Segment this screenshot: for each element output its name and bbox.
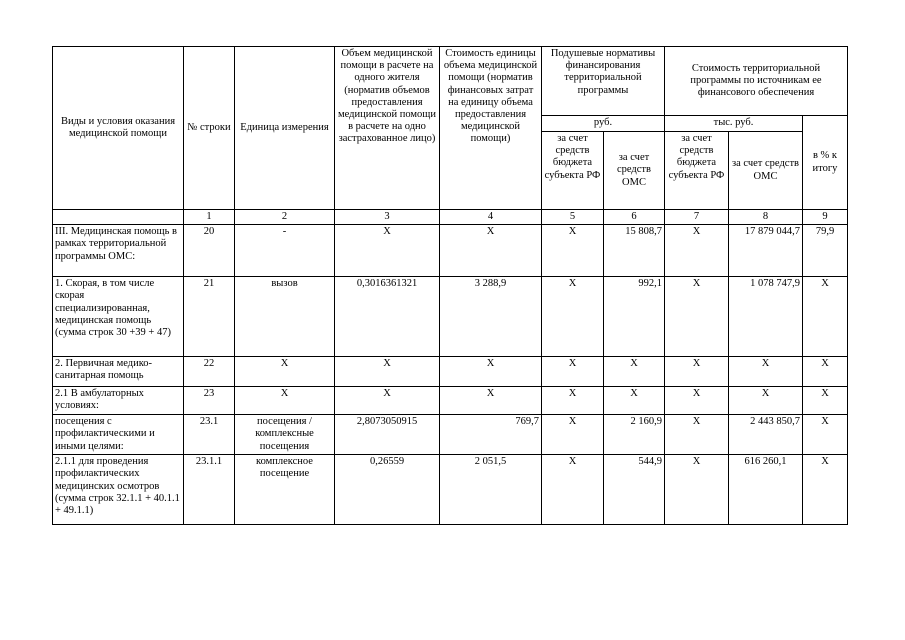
table-row <box>53 225 848 277</box>
column-number: 2 <box>235 210 335 225</box>
row-tc-budget: Х <box>665 455 729 525</box>
row-volume: 2,8073050915 <box>335 415 440 455</box>
header-unit-rub: руб. <box>542 116 665 132</box>
row-tc-oms: Х <box>729 387 803 415</box>
row-unit-cost: Х <box>440 225 542 277</box>
row-tc-oms: 616 260,1 <box>729 455 803 525</box>
row-unit: Х <box>235 357 335 387</box>
row-pc-budget: Х <box>542 225 604 277</box>
row-pc-budget: Х <box>542 455 604 525</box>
row-tc-budget: Х <box>665 357 729 387</box>
table-row <box>53 415 848 455</box>
table-header <box>53 47 848 225</box>
row-volume: 0,26559 <box>335 455 440 525</box>
column-number: 7 <box>665 210 729 225</box>
header-line-number: № строки <box>184 47 235 210</box>
row-name: 2.1.1 для проведения профилактических медицинских осмотров (сумма строк 32.1.1 + 40.1.1 + 49.1.1) <box>53 455 184 525</box>
row-percent: 79,9 <box>803 225 848 277</box>
row-tc-oms: 2 443 850,7 <box>729 415 803 455</box>
row-line-number: 23 <box>184 387 235 415</box>
column-number-row <box>53 210 848 225</box>
row-name: III. Медицинская помощь в рамках территориальной программы ОМС: <box>53 225 184 277</box>
column-number: 4 <box>440 210 542 225</box>
header-pc-oms: за счет средств ОМС <box>604 132 665 210</box>
table-body <box>53 225 848 525</box>
column-number: 8 <box>729 210 803 225</box>
row-name: 2. Первичная медико-санитарная помощь <box>53 357 184 387</box>
row-pc-budget: Х <box>542 277 604 357</box>
row-name: посещения с профилактическими и иными целями: <box>53 415 184 455</box>
column-number: 3 <box>335 210 440 225</box>
header-unit-thousand-rub: тыс. руб. <box>665 116 803 132</box>
row-pc-budget: Х <box>542 415 604 455</box>
row-pc-budget: Х <box>542 387 604 415</box>
row-volume: 0,3016361321 <box>335 277 440 357</box>
row-unit-cost: Х <box>440 387 542 415</box>
header-tc-oms: за счет средств ОМС <box>729 132 803 210</box>
row-unit-cost: 769,7 <box>440 415 542 455</box>
row-unit: посещения / комплексные посещения <box>235 415 335 455</box>
row-name: 2.1 В амбулаторных условиях: <box>53 387 184 415</box>
table-row <box>53 455 848 525</box>
row-unit: Х <box>235 387 335 415</box>
row-tc-budget: Х <box>665 225 729 277</box>
column-number: 5 <box>542 210 604 225</box>
row-volume: Х <box>335 225 440 277</box>
column-number: 9 <box>803 210 848 225</box>
row-unit-cost: 3 288,9 <box>440 277 542 357</box>
row-pc-oms: 992,1 <box>604 277 665 357</box>
row-tc-budget: Х <box>665 387 729 415</box>
row-line-number: 23.1 <box>184 415 235 455</box>
row-pc-budget: Х <box>542 357 604 387</box>
header-unit-cost: Стоимость единицы объема медицинской помощи (норматив финансовых затрат на единицу объема предоставления медицинской помощи) <box>440 47 542 210</box>
row-pc-oms: 544,9 <box>604 455 665 525</box>
header-care-type: Виды и условия оказания медицинской помощи <box>53 47 184 210</box>
row-percent: Х <box>803 387 848 415</box>
header-pc-budget: за счет средств бюджета субъекта РФ <box>542 132 604 210</box>
row-tc-budget: Х <box>665 277 729 357</box>
row-name: 1. Скорая, в том числе скорая специализированная, медицинская помощь (сумма строк 30 +39 + 47) <box>53 277 184 357</box>
table-row <box>53 357 848 387</box>
row-tc-oms: 17 879 044,7 <box>729 225 803 277</box>
row-unit-cost: Х <box>440 357 542 387</box>
row-pc-oms: 15 808,7 <box>604 225 665 277</box>
row-line-number: 22 <box>184 357 235 387</box>
column-number: 1 <box>184 210 235 225</box>
header-per-capita-group: Подушевые нормативы финансирования территориальной программы <box>542 47 665 116</box>
row-percent: Х <box>803 357 848 387</box>
row-percent: Х <box>803 455 848 525</box>
row-unit: вызов <box>235 277 335 357</box>
row-tc-oms: Х <box>729 357 803 387</box>
row-unit-cost: 2 051,5 <box>440 455 542 525</box>
row-line-number: 21 <box>184 277 235 357</box>
row-tc-oms: 1 078 747,9 <box>729 277 803 357</box>
row-pc-oms: Х <box>604 387 665 415</box>
header-tc-budget: за счет средств бюджета субъекта РФ <box>665 132 729 210</box>
header-program-cost-group: Стоимость территориальной программы по источникам ее финансового обеспечения <box>665 47 848 116</box>
row-volume: Х <box>335 357 440 387</box>
row-percent: Х <box>803 277 848 357</box>
column-number: 6 <box>604 210 665 225</box>
row-pc-oms: 2 160,9 <box>604 415 665 455</box>
header-unit: Единица измерения <box>235 47 335 210</box>
header-percent-total: в % к итогу <box>803 116 848 210</box>
table-row <box>53 277 848 357</box>
row-pc-oms: Х <box>604 357 665 387</box>
medical-care-cost-table <box>52 46 848 525</box>
table-row <box>53 387 848 415</box>
row-line-number: 23.1.1 <box>184 455 235 525</box>
row-unit: - <box>235 225 335 277</box>
row-unit: комплексное посещение <box>235 455 335 525</box>
header-volume: Объем медицинской помощи в расчете на одного жителя (норматив объемов предоставления медицинской помощи в расчете на одно застрахованное лицо) <box>335 47 440 210</box>
row-tc-budget: Х <box>665 415 729 455</box>
row-percent: Х <box>803 415 848 455</box>
column-number-blank <box>53 210 184 225</box>
row-volume: Х <box>335 387 440 415</box>
row-line-number: 20 <box>184 225 235 277</box>
